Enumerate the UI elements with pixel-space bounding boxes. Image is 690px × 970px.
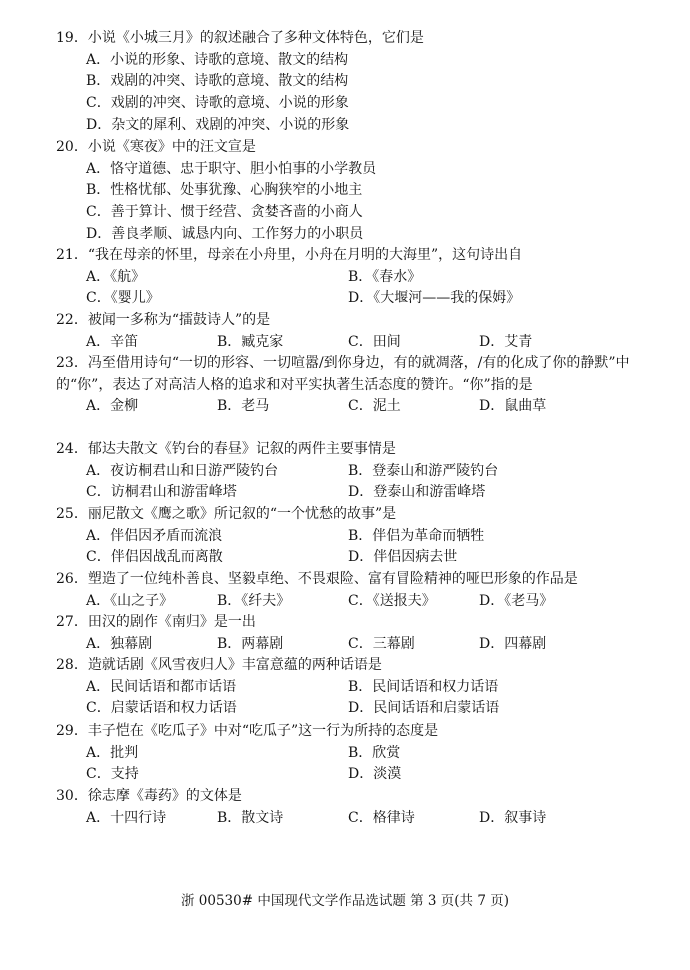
page-footer: 浙 00530# 中国现代文学作品选试题 第 3 页(共 7 页) <box>180 893 509 909</box>
option-row <box>56 93 656 115</box>
option-b: B．老马 <box>217 398 270 415</box>
option-row <box>56 332 656 354</box>
option-c: C．田间 <box>348 333 401 350</box>
option-a: A．独幕剧 <box>86 635 153 652</box>
option-row <box>56 634 656 656</box>
option-c: C．泥土 <box>348 398 401 415</box>
option-a: A．夜访桐君山和日游严陵钓台 <box>86 462 279 479</box>
option-a: A．十四行诗 <box>86 809 167 826</box>
option-d: D．叙事诗 <box>479 809 547 826</box>
question-stem: 29．丰子恺在《吃瓜子》中对“吃瓜子”这一行为所持的态度是 <box>56 723 439 739</box>
option-c: C．《婴儿》 <box>86 290 160 307</box>
option-a: A．民间话语和都市话语 <box>86 678 237 695</box>
option-a: A．批判 <box>86 744 139 761</box>
option-d: D．善良孝顺、诚恳内向、工作努力的小职员 <box>86 225 364 242</box>
option-d: D．《大堰河——我的保姆》 <box>348 290 521 307</box>
option-d: D．登泰山和游雷峰塔 <box>348 484 486 501</box>
option-b: B．《春水》 <box>348 268 422 285</box>
option-c: C．启蒙话语和权力话语 <box>86 700 237 717</box>
option-a: A．《山之子》 <box>86 592 174 609</box>
option-d: D．伴侣因病去世 <box>348 549 458 566</box>
option-c: C．三幕剧 <box>348 635 415 652</box>
question-26 <box>56 569 656 612</box>
question-27 <box>56 612 656 655</box>
option-row <box>56 698 656 720</box>
option-row <box>56 159 656 181</box>
option-b: B．性格忧郁、处事犹豫、心胸狭窄的小地主 <box>86 182 363 199</box>
option-c: C．善于算计、惯于经营、贪婪吝啬的小商人 <box>86 204 363 221</box>
option-a: A．《航》 <box>86 268 146 285</box>
option-c: C．格律诗 <box>348 809 415 826</box>
option-row <box>56 396 656 418</box>
question-stem: 27．田汉的剧作《南归》是一出 <box>56 614 256 630</box>
option-c: C．《送报夫》 <box>348 592 436 609</box>
question-29 <box>56 721 656 786</box>
option-row <box>56 677 656 699</box>
option-b: B．民间话语和权力话语 <box>348 678 499 695</box>
option-d: D．杂文的犀利、戏剧的冲突、小说的形象 <box>86 116 350 133</box>
question-20 <box>56 137 656 246</box>
option-b: B．戏剧的冲突、诗歌的意境、散文的结构 <box>86 73 349 90</box>
option-a: A．伴侣因矛盾而流浪 <box>86 527 223 544</box>
option-c: C．戏剧的冲突、诗歌的意境、小说的形象 <box>86 95 349 112</box>
option-row <box>56 526 656 548</box>
question-stem: 30．徐志摩《毒药》的文体是 <box>56 788 242 804</box>
question-stem: 22．被闻一多称为“擂鼓诗人”的是 <box>56 312 271 328</box>
option-row <box>56 288 656 310</box>
option-row <box>56 743 656 765</box>
question-21 <box>56 245 656 310</box>
question-stem: 28．造就话剧《风雪夜归人》丰富意蕴的两种话语是 <box>56 657 382 673</box>
option-d: D．艾青 <box>479 333 533 350</box>
option-row <box>56 115 656 137</box>
option-row <box>56 71 656 93</box>
option-b: B．伴侣为革命而牺牲 <box>348 527 485 544</box>
question-30 <box>56 786 656 829</box>
option-row <box>56 50 656 72</box>
option-b: B．《纤夫》 <box>217 592 291 609</box>
option-c: C．支持 <box>86 766 139 783</box>
option-a: A．小说的形象、诗歌的意境、散文的结构 <box>86 51 349 68</box>
option-d: D．《老马》 <box>479 592 554 609</box>
option-b: B．欣赏 <box>348 744 401 761</box>
option-a: A．辛笛 <box>86 333 139 350</box>
question-stem: 19．小说《小城三月》的叙述融合了多种文体特色，它们是 <box>56 30 424 46</box>
option-row <box>56 808 656 830</box>
option-a: A．金柳 <box>86 398 139 415</box>
question-28 <box>56 655 656 720</box>
option-a: A．恪守道德、忠于职守、胆小怕事的小学教员 <box>86 160 377 177</box>
question-23 <box>56 353 656 418</box>
option-row <box>56 547 656 569</box>
question-24 <box>56 439 656 504</box>
option-b: B．散文诗 <box>217 809 284 826</box>
option-row <box>56 764 656 786</box>
option-b: B．两幕剧 <box>217 635 284 652</box>
question-22 <box>56 310 656 353</box>
option-row <box>56 224 656 246</box>
question-stem: 26．塑造了一位纯朴善良、坚毅卓绝、不畏艰险、富有冒险精神的哑巴形象的作品是 <box>56 571 578 587</box>
option-row <box>56 202 656 224</box>
question-25 <box>56 504 656 569</box>
option-d: D．鼠曲草 <box>479 398 547 415</box>
question-19 <box>56 28 656 137</box>
question-stem: 20．小说《寒夜》中的汪文宣是 <box>56 139 256 155</box>
option-row <box>56 180 656 202</box>
question-stem: 25．丽尼散文《鹰之歌》所记叙的“一个忧愁的故事”是 <box>56 506 397 522</box>
option-row <box>56 591 656 613</box>
question-stem: 21．“我在母亲的怀里，母亲在小舟里，小舟在月明的大海里”，这句诗出自 <box>56 247 523 263</box>
option-d: D．四幕剧 <box>479 635 547 652</box>
question-stem: 24．郁达夫散文《钓台的春昼》记叙的两件主要事情是 <box>56 441 396 457</box>
option-b: B．臧克家 <box>217 333 284 350</box>
option-c: C．访桐君山和游雷峰塔 <box>86 484 237 501</box>
option-b: B．登泰山和游严陵钓台 <box>348 462 499 479</box>
option-row <box>56 461 656 483</box>
option-row <box>56 482 656 504</box>
option-d: D．淡漠 <box>348 766 402 783</box>
option-d: D．民间话语和启蒙话语 <box>348 700 500 717</box>
question-stem: 23．冯至借用诗句“一切的形容、一切喧嚣/到你身边，有的就凋落，/有的化成了你的静默”中的“你”，表达了对高洁人格的追求和对平实执著生活态度的赞许。“你”指的是 <box>56 355 630 393</box>
option-row <box>56 267 656 289</box>
option-c: C．伴侣因战乱而离散 <box>86 549 223 566</box>
